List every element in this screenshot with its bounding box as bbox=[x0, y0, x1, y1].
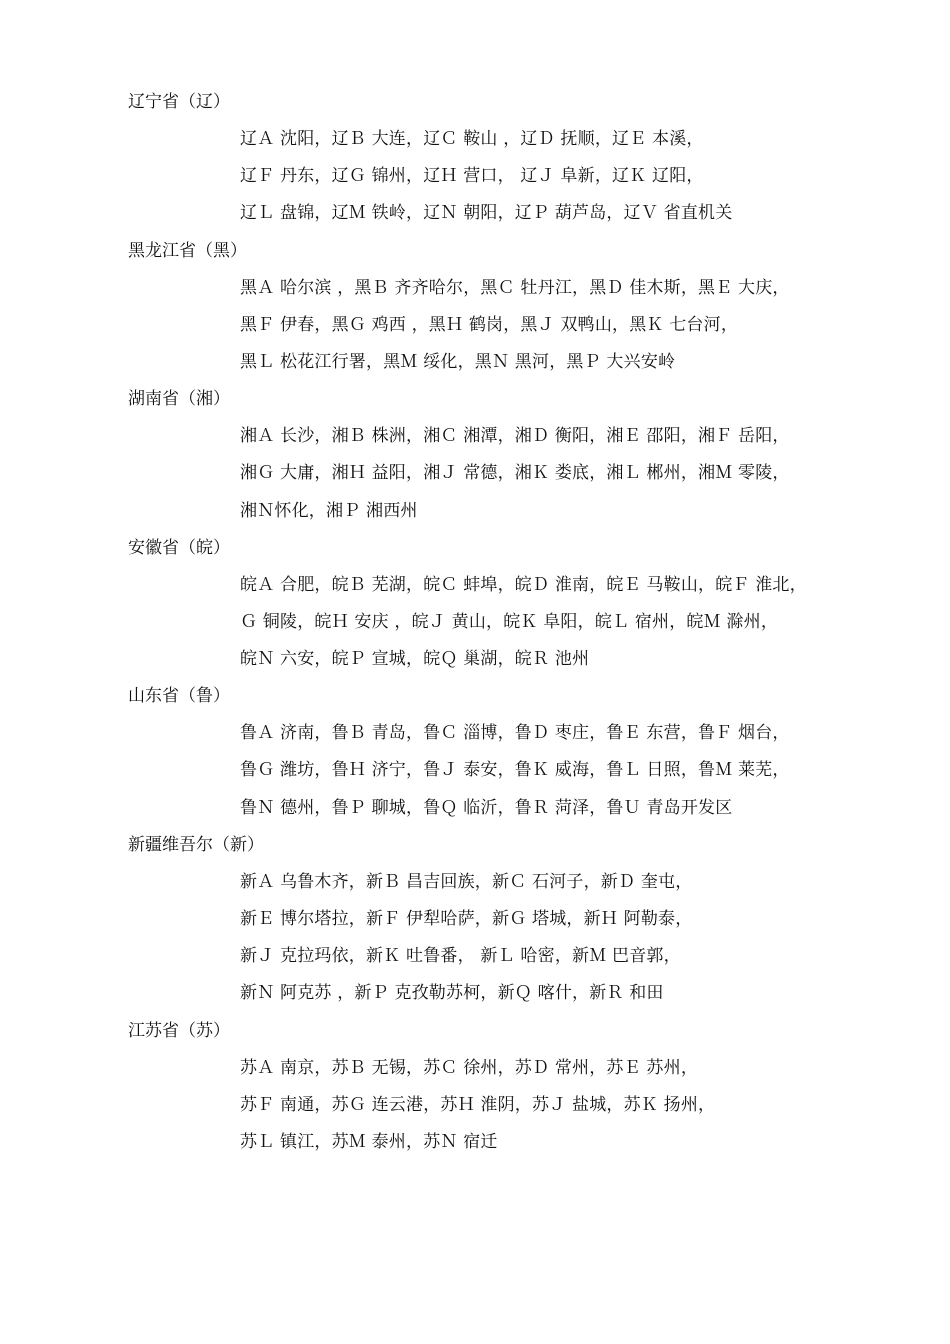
section-heading: 山东省（鲁） bbox=[128, 686, 230, 707]
section-hunan bbox=[128, 385, 888, 534]
section-line: 湘Ｎ怀化，湘Ｐ 湘西州 bbox=[240, 500, 418, 521]
section-line: 湘Ａ 长沙，湘Ｂ 株洲，湘Ｃ 湘潭，湘Ｄ 衡阳，湘Ｅ 邵阳，湘Ｆ 岳阳， bbox=[240, 426, 790, 447]
section-heading: 黑龙江省（黑） bbox=[128, 240, 247, 261]
plate-code-list bbox=[128, 88, 888, 1165]
section-line: 黑Ｆ 伊春，黑Ｇ 鸡西 ，黑Ｈ 鹤岗，黑Ｊ 双鸭山，黑Ｋ 七台河， bbox=[240, 314, 739, 335]
section-xinjiang bbox=[128, 831, 888, 1017]
section-line: 皖Ｎ 六安，皖Ｐ 宣城，皖Ｑ 巢湖，皖Ｒ 池州 bbox=[240, 649, 590, 670]
section-line: 鲁Ｎ 德州，鲁Ｐ 聊城，鲁Ｑ 临沂，鲁Ｒ 菏泽，鲁Ｕ 青岛开发区 bbox=[240, 797, 733, 818]
section-line: 辽Ａ 沈阳，辽Ｂ 大连，辽Ｃ 鞍山 ，辽Ｄ 抚顺，辽Ｅ 本溪， bbox=[240, 129, 704, 149]
section-liaoning bbox=[128, 88, 888, 237]
section-heading: 辽宁省（辽） bbox=[128, 92, 230, 112]
section-anhui bbox=[128, 534, 888, 683]
section-line: 苏Ｌ 镇江，苏Ｍ 泰州，苏Ｎ 宿迁 bbox=[240, 1131, 498, 1152]
section-heading: 新疆维吾尔（新） bbox=[128, 834, 264, 855]
section-line: 湘Ｇ 大庸，湘Ｈ 益阳，湘Ｊ 常德，湘Ｋ 娄底，湘Ｌ 郴州，湘Ｍ 零陵， bbox=[240, 463, 790, 484]
section-heading: 江苏省（苏） bbox=[128, 1020, 230, 1041]
section-line: 黑Ｌ 松花江行署，黑Ｍ 绥化，黑Ｎ 黑河，黑Ｐ 大兴安岭 bbox=[240, 351, 676, 372]
section-line: 黑Ａ 哈尔滨 ，黑Ｂ 齐齐哈尔，黑Ｃ 牡丹江，黑Ｄ 佳木斯，黑Ｅ 大庆， bbox=[240, 277, 790, 298]
section-heading: 安徽省（皖） bbox=[128, 537, 230, 558]
section-line: 新Ｊ 克拉玛依，新Ｋ 吐鲁番， 新Ｌ 哈密，新Ｍ 巴音郭， bbox=[240, 946, 681, 967]
section-line: 新Ｎ 阿克苏 ，新Ｐ 克孜勒苏柯，新Ｑ 喀什，新Ｒ 和田 bbox=[240, 983, 664, 1004]
section-line: 辽Ｌ 盘锦，辽Ｍ 铁岭，辽Ｎ 朝阳，辽Ｐ 葫芦岛，辽Ｖ 省直机关 bbox=[240, 203, 733, 224]
section-line: 鲁Ａ 济南，鲁Ｂ 青岛，鲁Ｃ 淄博，鲁Ｄ 枣庄，鲁Ｅ 东营，鲁Ｆ 烟台， bbox=[240, 723, 790, 744]
section-jiangsu bbox=[128, 1017, 888, 1166]
section-line: 苏Ｆ 南通，苏Ｇ 连云港，苏Ｈ 淮阴，苏Ｊ 盐城，苏Ｋ 扬州， bbox=[240, 1094, 716, 1115]
section-line: 苏Ａ 南京，苏Ｂ 无锡，苏Ｃ 徐州，苏Ｄ 常州，苏Ｅ 苏州， bbox=[240, 1057, 699, 1078]
section-heilongjiang bbox=[128, 237, 888, 386]
section-shandong bbox=[128, 682, 888, 831]
section-line: 新Ｅ 博尔塔拉，新Ｆ 伊犁哈萨，新Ｇ 塔城，新Ｈ 阿勒泰， bbox=[240, 909, 693, 929]
section-line: Ｇ 铜陵，皖Ｈ 安庆 ，皖Ｊ 黄山，皖Ｋ 阜阳，皖Ｌ 宿州，皖Ｍ 滁州， bbox=[240, 611, 779, 632]
section-line: 辽Ｆ 丹东，辽Ｇ 锦州，辽Ｈ 营口， 辽Ｊ 阜新，辽Ｋ 辽阳， bbox=[240, 166, 704, 187]
section-line: 鲁Ｇ 潍坊，鲁Ｈ 济宁，鲁Ｊ 泰安，鲁Ｋ 威海，鲁Ｌ 日照，鲁Ｍ 莱芜， bbox=[240, 760, 790, 781]
section-line: 皖Ａ 合肥，皖Ｂ 芜湖，皖Ｃ 蚌埠，皖Ｄ 淮南，皖Ｅ 马鞍山，皖Ｆ 淮北， bbox=[240, 574, 807, 595]
section-heading: 湖南省（湘） bbox=[128, 389, 230, 410]
section-line: 新Ａ 乌鲁木齐，新Ｂ 昌吉回族，新Ｃ 石河子，新Ｄ 奎屯， bbox=[240, 871, 693, 892]
